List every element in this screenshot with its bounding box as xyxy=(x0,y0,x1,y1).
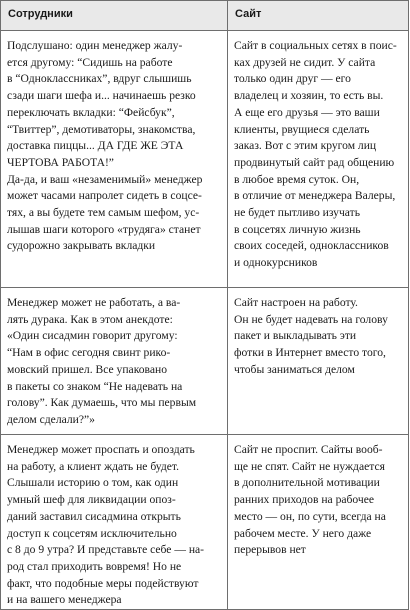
employees-text: Менеджер может не работать, а ва- лять дурака. Как в этом анекдоте: «Один сисадмин говорит другому: “Нам в офис сегодня свинт рико- мовский пришел. Все упаковано в пакеты со знаком “Не надевать на голову”. Как думаешь, что мы первым делом сделали?”» xyxy=(7,296,197,426)
employees-text: Менеджер может проспать и опоздать на работу, а клиент ждать не будет. Слышали историю о том, как один умный шеф для ликвидации опоз- даний заставил сисадмина открыть доступ к соцсетям исключительно с 8 до 9 утра? И представьте себе — на- род стал приходить вовремя! Но не факт, что подобные меры подействуют и на вашего менеджера xyxy=(7,443,205,607)
table-header-row xyxy=(1,1,409,31)
table-row xyxy=(1,31,409,288)
table-row xyxy=(1,288,409,435)
employees-text: Подслушано: один менеджер жалу- ется другому: “Сидишь на работе в “Одноклассниках”, вдруг слышишь сзади шаги шефа и... начинаешь резко переключать вкладки: “Фейсбук”, “Твиттер”, демотиваторы, знакомства, доставка пиццы... ДА ГДЕ ЖЕ ЭТА ЧЕРТОВА РАБОТА!” Да-да, и ваш «незаменимый» менеджер может часами напролет сидеть в соцсе- тях, а вы будете тем самым шефом, ус- лышав шаги которого «трудяга» станет судорожно закрывать вкладки xyxy=(7,39,203,253)
header-employees: Сотрудники xyxy=(1,1,228,31)
table-cell xyxy=(1,31,228,288)
site-text: Сайт в социальных сетях в поис- ках друзей не сидит. У сайта только один друг — его владелец и хозяин, то есть вы. А еще его друзья — это ваши клиенты, рвущиеся сделать заказ. Вот с этим кругом лиц продвинутый сайт рад общению в любое время суток. Он, в отличие от менеджера Валеры, не будет пытливо изучать в соцсетях личную жизнь своих соседей, одноклассников и однокурсников xyxy=(234,39,397,270)
table-cell xyxy=(228,288,409,435)
site-text: Сайт настроен на работу. Он не будет надевать на голову пакет и выкладывать эти фотки в Интернет вместо того, чтобы заниматься делом xyxy=(234,296,388,376)
site-text: Сайт не проспит. Сайты вооб- ще не спят. Сайт не нуждается в дополнительной мотивации ранних приходов на рабочее место — он, по сути, всегда на рабочем месте. У него даже перерывов нет xyxy=(234,443,386,557)
table-cell xyxy=(1,435,228,610)
table-cell xyxy=(228,435,409,610)
header-site: Сайт xyxy=(228,1,409,31)
table-row xyxy=(1,435,409,610)
table-cell xyxy=(1,288,228,435)
table-cell xyxy=(228,31,409,288)
